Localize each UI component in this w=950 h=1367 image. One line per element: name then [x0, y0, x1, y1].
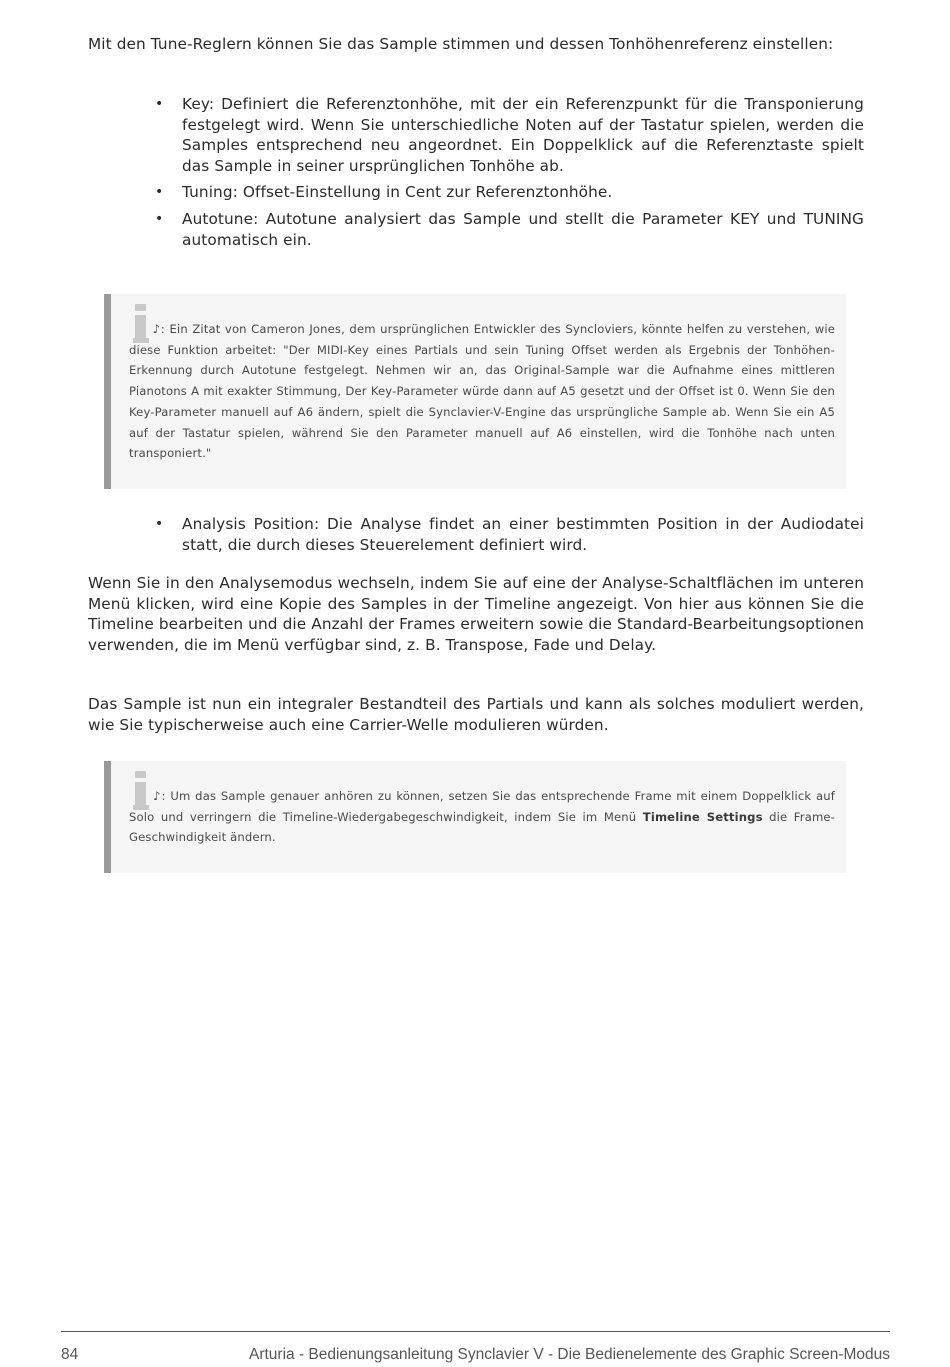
list-item-analysis-position: • Analysis Position: Die Analyse findet an einer bestimmten Position in der Audiodatei statt, die durch dieses Steuerelement definiert wird.: [155, 514, 864, 555]
note-text: [129, 319, 835, 464]
note-marker: ♪:: [152, 789, 166, 803]
timeline-settings-label: Timeline Settings: [642, 809, 763, 824]
footer-title: Arturia - Bedienungsanleitung Synclavier V - Die Bedienelemente des Graphic Screen-Modus: [248, 1346, 890, 1363]
footer-divider: [61, 1331, 890, 1332]
analysis-parameter-list: [155, 514, 864, 561]
page-number: 84: [61, 1346, 79, 1363]
info-note-cameron-jones: [104, 294, 846, 489]
list-item-tuning: • Tuning: Offset-Einstellung in Cent zur Referenztonhöhe.: [155, 182, 864, 203]
list-item-key: • Key: Definiert die Referenztonhöhe, mit der ein Referenzpunkt für die Transponierung festgelegt wird. Wenn Sie unterschiedliche Noten auf der Tastatur spielen, werden die Samples entsprechend neu angeordnet. Ein Doppelklick auf die Referenztaste spielt das Sample in seiner ursprünglichen Tonhöhe ab.: [155, 94, 864, 176]
note-body: Ein Zitat von Cameron Jones, dem ursprünglichen Entwickler des Syncloviers, könnte helfen zu verstehen, wie diese Funktion arbeitet: "Der MIDI-Key eines Partials und sein Tuning Offset werden als Ergebnis der Tonhöhen-Erkennung durch Autotune festgelegt. Nehmen wir an, das Original-Sample war die Aufnahme eines mittleren Pianotons A mit exakter Stimmung, Der Key-Parameter würde dann auf A5 gesetzt und der Offset ist 0. Wenn Sie den Key-Parameter manuell auf A6 ändern, spielt die Synclavier-V-Engine das ursprüngliche Sample ab. Wenn Sie ein A5 auf der Tastatur spielen, während Sie den Parameter manuell auf A6 einstellen, wird die Tonhöhe nach unten transponiert.": [129, 322, 836, 461]
analysis-mode-paragraph: Wenn Sie in den Analysemodus wechseln, indem Sie auf eine der Analyse-Schaltflächen im unteren Menü klicken, wird eine Kopie des Samples in der Timeline angezeigt. Von hier aus können Sie die Timeline bearbeiten und die Anzahl der Frames erweitern sowie die Standard-Bearbeitungsoptionen verwenden, die im Menü verfügbar sind, z. B. Transpose, Fade und Delay.: [88, 574, 864, 654]
sample-modulation-paragraph: Das Sample ist nun ein integraler Bestandteil des Partials und kann als solches moduliert werden, wie Sie typischerweise auch eine Carrier-Welle modulieren würden.: [88, 695, 864, 734]
list-item-autotune: • Autotune: Autotune analysiert das Sample und stellt die Parameter KEY und TUNING automatisch ein.: [155, 209, 864, 250]
note-text: [129, 786, 835, 848]
note-body-start: Um das Sample genauer anhören zu können, setzen Sie das entsprechende Frame mit einem Doppelklick auf Solo und verringern die Timeline-Wiedergabegeschwindigkeit, indem Sie im Menü: [129, 789, 836, 824]
note-marker: ♪:: [152, 322, 165, 336]
info-note-timeline-settings: [104, 761, 846, 873]
tune-parameter-list: [155, 94, 864, 256]
intro-paragraph: Mit den Tune-Reglern können Sie das Sample stimmen und dessen Tonhöhenreferenz einstellen:: [88, 35, 834, 53]
note-body-end: die Frame-Geschwindigkeit ändern.: [129, 809, 836, 845]
